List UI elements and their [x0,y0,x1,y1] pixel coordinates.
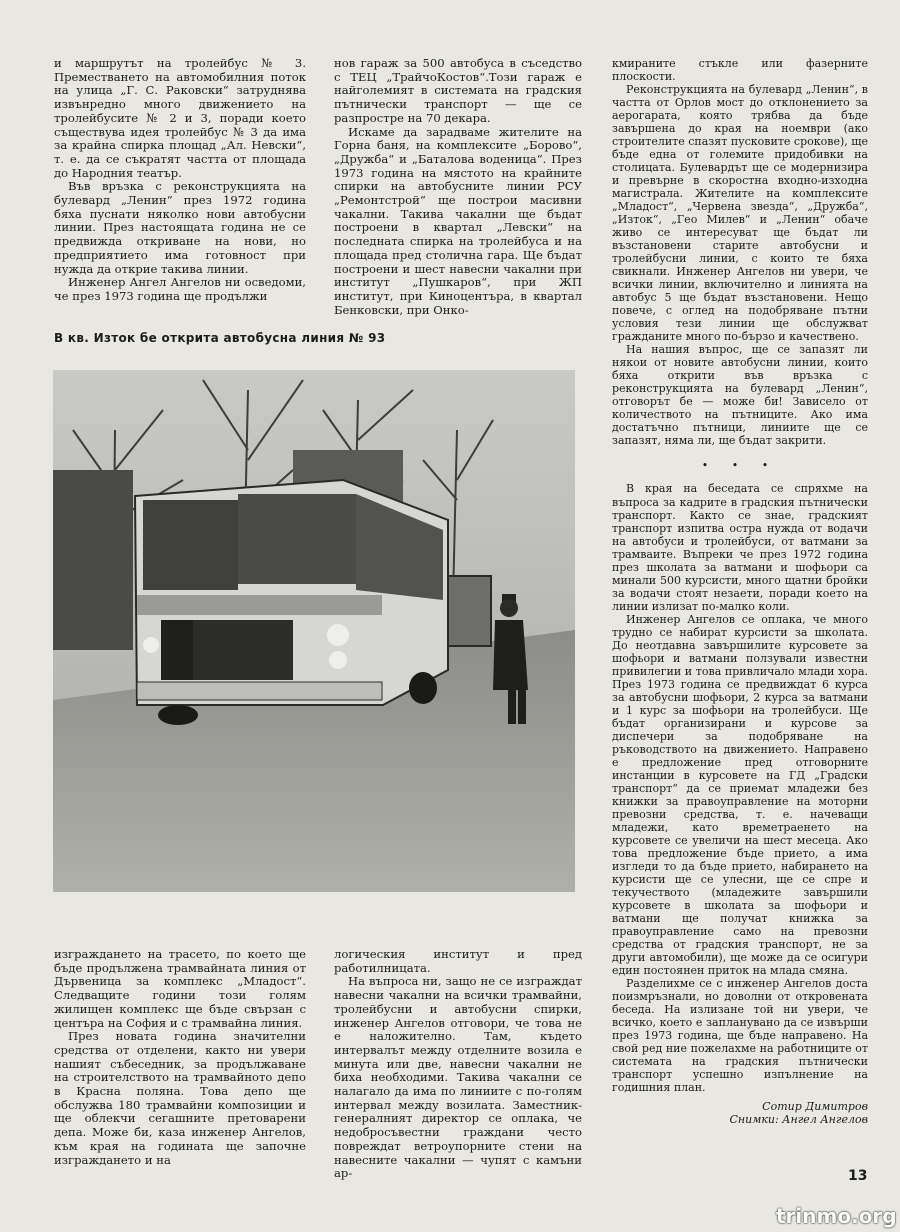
photo-credit: Снимки: Ангел Ангелов [729,1113,868,1127]
bus [135,480,448,725]
paragraph: изграждането на трасето, по което ще бъде продължена трамвайната линия от Дървеница за комплекс „Младост“. Следващите години този голям жилищен комплекс ще бъде свързан с центъра на София и с трамвайна линия. [54,947,306,1030]
bus-photo-illustration [53,370,575,892]
column-2-top [334,57,582,317]
paragraph: На нашия въпрос, ще се запазят ли някои от новите автобусни линии, които бяха открити във връзка с реконструкцията на булевард „Ленин“, отговорът бе — може би! Зависело от количеството на пътниците. Ако има достатъчно пътници, линиите ще се запазят, няма ли, ще бъдат закрити. [612,343,868,448]
author-name: Сотир Димитров [762,1100,868,1114]
section-divider: • • • [701,459,779,473]
column-1-bottom [54,948,306,1167]
bus-photo [53,370,575,892]
paragraph: Инженер Ангелов се оплака, че много трудно се набират курсисти за школата. До неотдавна завършилите курсовете за шофьори и ватмани ползували известни привилегии и това привличало млади хора. През 1973 година се предвиждат 6 курса за автобусни шофьори, 2 курса за ватмани и 1 курс за шофьори на тролейбуси. Ще бъдат организирани и курсове за диспечери за подобряване на ръководството на движението. Направено е предложение пред отговорните инстанции в курсовете на ГД „Градски транспорт“ да се приемат младежи без книжки за правоуправление на моторни превозни средства, т. е. начеващи младежи, като времетраенето на курсовете се увеличи на шест месеца. Ако това предложение бъде прието, а има изгледи то да бъде прието, набирането на курсисти ще се улесни, ще се спре и текучеството (младежите завършили курсовете в школата за шофьори и ватмани ще получат книжка за правоуправление само на превозни средства от градския транспорт, не за други автомобили), ще може да се осигури един постоянен приток на млада смяна. [612,612,868,978]
paragraph: Разделихме се с инженер Ангелов доста поизмръзнали, но доволни от откровената беседа. На излизане той ни увери, че всичко, което е запланувано да се извърши през 1973 година, ще бъде направено. На свой ред ние пожелахме на работниците от системата на градския пътнически транспорт успешно изпълнение на годишния план. [612,977,868,1095]
paragraph: кмираните стъкле или фазерните плоскости. [612,57,868,84]
column-3 [612,57,868,1126]
paragraph: На въпроса ни, защо не се изграждат навесни чакални на всички трамвайни, тролейбусни и автобусни спирки, инженер Ангелов отговори, че това не е наложително. Там, където интервалът между отделните возила е минута или две, навесни чакални не биха необходими. Такива чакални се налагало да има по линиите с по-голям интервал между возилата. Заместник-генералният директор се оплака, че недобросъвестни граждани често повреждат ветроупорните стени на навесните чакални — чупят с камъни ар- [334,974,582,1181]
paragraph: Инженер Ангел Ангелов ни осведоми, че през 1973 година ще продължи [54,275,306,303]
paragraph: нов гараж за 500 автобуса в съседство с ТЕЦ „ТрайчоКостов“.Този гараж е найголемият в системата на градския пътнически транспорт — ще се разпростре на 70 декара. [334,56,582,125]
page-number: 13 [848,1168,868,1184]
paragraph: Искаме да зарадваме жителите на Горна баня, на комплексите „Борово“, „Дружба“ и „Баталова воденица“. През 1973 година на мястото на крайните спирки на автобусните линии РСУ „Ремонтстрой“ ще построи масивни чакални. Такива чакални ще бъдат построени в квартал „Левски“ на последната спирка на тролейбуса и на площада пред столична гара. Ще бъдат построени и шест навесни чакални при институт „Пушкаров“, при ЖП институт, при Киноцентъра, в квартал Бенковски, при Онко- [334,124,582,317]
photo-caption: В кв. Изток бе открита автобусна линия № 93 [54,331,386,345]
watermark-text: trinmo.org [776,1204,897,1228]
paragraph: логическия институт и пред работилницата. [334,947,582,975]
paragraph: В края на беседата се спряхме на въпроса за кадрите в градския пътнически транспорт. Както се знае, градският транспорт изпитва остра нужда от водачи на автобуси и тролейбуси, от ватмани за трамваите. Въпреки че през 1972 година през школата за ватмани и шофьори са минали 500 курсисти, много щатни бройки за водачи стоят незаети, поради което на линии излизат по-малко коли. [612,482,868,613]
paragraph: и маршрутът на тролейбус № 3. Преместването на автомобилния поток на улица „Г. С. Раковски“ затруднява извънредно много движението на тролейбусите № 2 и 3, поради което съществува идея тролейбус № 3 да има за крайна спирка площад „Ал. Невски“, т. е. да се съкратят частта от площада до Народния театър. [54,56,306,180]
paragraph: През новата година значителни средства от отделени, както ни увери нашият събеседник, за продължаване на строителството на трамвайното депо в Красна поляна. Това депо ще обслужва 180 трамвайни композиции и ще облекчи сегашните претоварени депа. Може би, каза инженер Ангелов, към края на годината ще започне изграждането и на [54,1029,306,1167]
paragraph: Във връзка с реконструкцията на булевард „Ленин“ през 1972 година бяха пуснати няколко нови автобусни линии. През настоящата година не се предвижда откриване на нови, но предприятието има готовност при нужда да открие такива линии. [54,179,306,276]
column-1-top [54,57,306,304]
byline [612,1100,868,1126]
column-2-bottom [334,948,582,1181]
paragraph: Реконструкцията на булевард „Ленин“, в частта от Орлов мост до отклонението за аерогарата, която трябва да бъде завършена до края на ноември (ако строителите спазят пусковите срокове), ще бъде една от големите придобивки на столицата. Булевардът ще се модернизира и превърне в скоростна входно-изходна магистрала. Жителите на комплексите „Младост“, „Червена звезда“, „Дружба“, „Изток“, „Гео Милев“ и „Ленин“ обаче живо се интересуват ще бъдат ли възстановени старите автобусни и тролейбусни линии, с които те бяха свикнали. Инженер Ангелов ни увери, че всички линии, включително и линията на автобус 5 ще бъдат възстановени. Нещо повече, с оглед на подобряване пътни условия тези линии ще обслужват гражданите много по-бързо и качествено. [612,83,868,344]
building [53,470,133,650]
